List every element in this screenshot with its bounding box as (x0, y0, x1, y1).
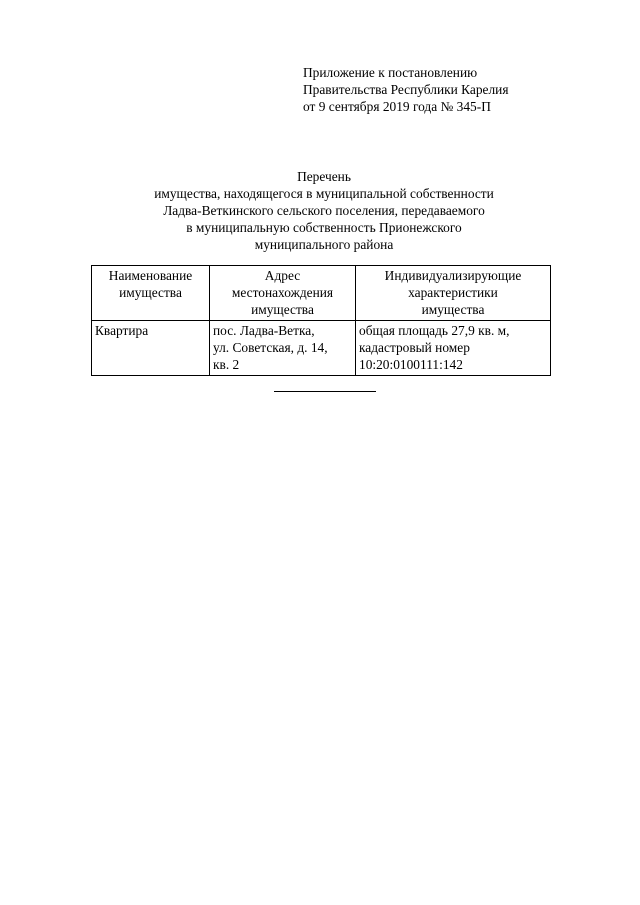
appendix-date-number: от 9 сентября 2019 года № 345-П (303, 99, 491, 114)
header-characteristics: Индивидуализирующие характеристики имущества (356, 266, 551, 321)
title-line-3: Ладва-Веткинского сельского поселения, передаваемого (163, 203, 485, 218)
title-line-1: Перечень (297, 169, 351, 184)
appendix-line-1: Приложение к постановлению (303, 65, 478, 80)
property-table (91, 265, 551, 376)
header-address: Адрес местонахождения имущества (210, 266, 356, 321)
cell-name: Квартира (92, 321, 210, 376)
title-line-2: имущества, находящегося в муниципальной собственности (154, 186, 494, 201)
appendix-header (303, 64, 508, 115)
table-header-row (92, 266, 551, 321)
appendix-line-2: Правительства Республики Карелия (303, 82, 509, 97)
cell-address: пос. Ладва-Ветка, ул. Советская, д. 14, кв. 2 (210, 321, 356, 376)
title-line-5: муниципального района (254, 237, 394, 252)
title-line-4: в муниципальную собственность Прионежского (186, 220, 462, 235)
document-title (0, 168, 640, 253)
table-row (92, 321, 551, 376)
header-name: Наименование имущества (92, 266, 210, 321)
end-separator-line (274, 391, 376, 392)
cell-characteristics: общая площадь 27,9 кв. м, кадастровый номер 10:20:0100111:142 (356, 321, 551, 376)
